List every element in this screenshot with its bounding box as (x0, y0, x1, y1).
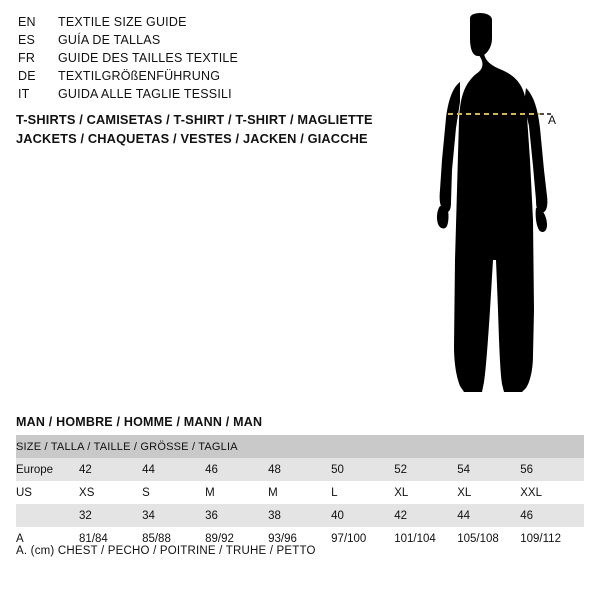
table-cell: 32 (79, 504, 142, 527)
table-cell: 40 (331, 504, 394, 527)
language-code: IT (18, 87, 30, 101)
language-text: TEXTILE SIZE GUIDE (58, 15, 187, 29)
table-cell: 48 (268, 458, 331, 481)
table-cell: 42 (394, 504, 457, 527)
table-cell: 44 (457, 504, 520, 527)
table-header-label: SIZE / TALLA / TAILLE / GRÖSSE / TAGLIA (16, 435, 584, 458)
language-list (18, 15, 358, 105)
table-header-row (16, 435, 584, 458)
table-cell: M (205, 481, 268, 504)
measure-label-a: A (548, 113, 557, 127)
language-code: DE (18, 69, 36, 83)
language-row (18, 51, 358, 69)
table-cell: 105/108 (457, 527, 520, 550)
row-label (16, 504, 79, 527)
language-text: GUÍA DE TALLAS (58, 33, 161, 47)
table-row (16, 458, 584, 481)
table-cell: 85/88 (142, 527, 205, 550)
table-row (16, 504, 584, 527)
size-table-area (16, 415, 584, 550)
category-line: T-SHIRTS / CAMISETAS / T-SHIRT / T-SHIRT / MAGLIETTE (16, 112, 373, 127)
table-cell: 56 (520, 458, 584, 481)
row-label: Europe (16, 458, 79, 481)
language-row (18, 87, 358, 105)
table-cell: L (331, 481, 394, 504)
table-cell: 38 (268, 504, 331, 527)
language-row (18, 33, 358, 51)
size-table (16, 435, 584, 550)
language-code: EN (18, 15, 36, 29)
table-cell: 44 (142, 458, 205, 481)
language-text: GUIDA ALLE TAGLIE TESSILI (58, 87, 232, 101)
table-title: MAN / HOMBRE / HOMME / MANN / MAN (16, 415, 263, 429)
language-row (18, 15, 358, 33)
category-line: JACKETS / CHAQUETAS / VESTES / JACKEN / GIACCHE (16, 131, 368, 146)
table-cell: 93/96 (268, 527, 331, 550)
row-label: A (16, 527, 79, 550)
footnote: A. (cm) CHEST / PECHO / POITRINE / TRUHE / PETTO (16, 545, 316, 557)
language-code: FR (18, 51, 36, 65)
table-cell: 50 (331, 458, 394, 481)
table-cell: 109/112 (520, 527, 584, 550)
table-cell: 97/100 (331, 527, 394, 550)
table-cell: 101/104 (394, 527, 457, 550)
male-silhouette-icon (400, 10, 600, 410)
table-cell: 34 (142, 504, 205, 527)
table-row (16, 481, 584, 504)
table-cell: XL (457, 481, 520, 504)
language-text: GUIDE DES TAILLES TEXTILE (58, 51, 239, 65)
table-cell: S (142, 481, 205, 504)
table-cell: 89/92 (205, 527, 268, 550)
table-cell: 46 (205, 458, 268, 481)
table-cell: XXL (520, 481, 584, 504)
table-cell: XL (394, 481, 457, 504)
language-row (18, 69, 358, 87)
table-cell: 81/84 (79, 527, 142, 550)
body-figure (400, 10, 600, 410)
table-cell: 42 (79, 458, 142, 481)
table-cell: 52 (394, 458, 457, 481)
table-cell: 54 (457, 458, 520, 481)
table-cell: M (268, 481, 331, 504)
row-label: US (16, 481, 79, 504)
language-code: ES (18, 33, 36, 47)
language-text: TEXTILGRÖßENFÜHRUNG (58, 69, 221, 83)
table-cell: 36 (205, 504, 268, 527)
table-cell: 46 (520, 504, 584, 527)
table-cell: XS (79, 481, 142, 504)
category-list (16, 110, 376, 148)
